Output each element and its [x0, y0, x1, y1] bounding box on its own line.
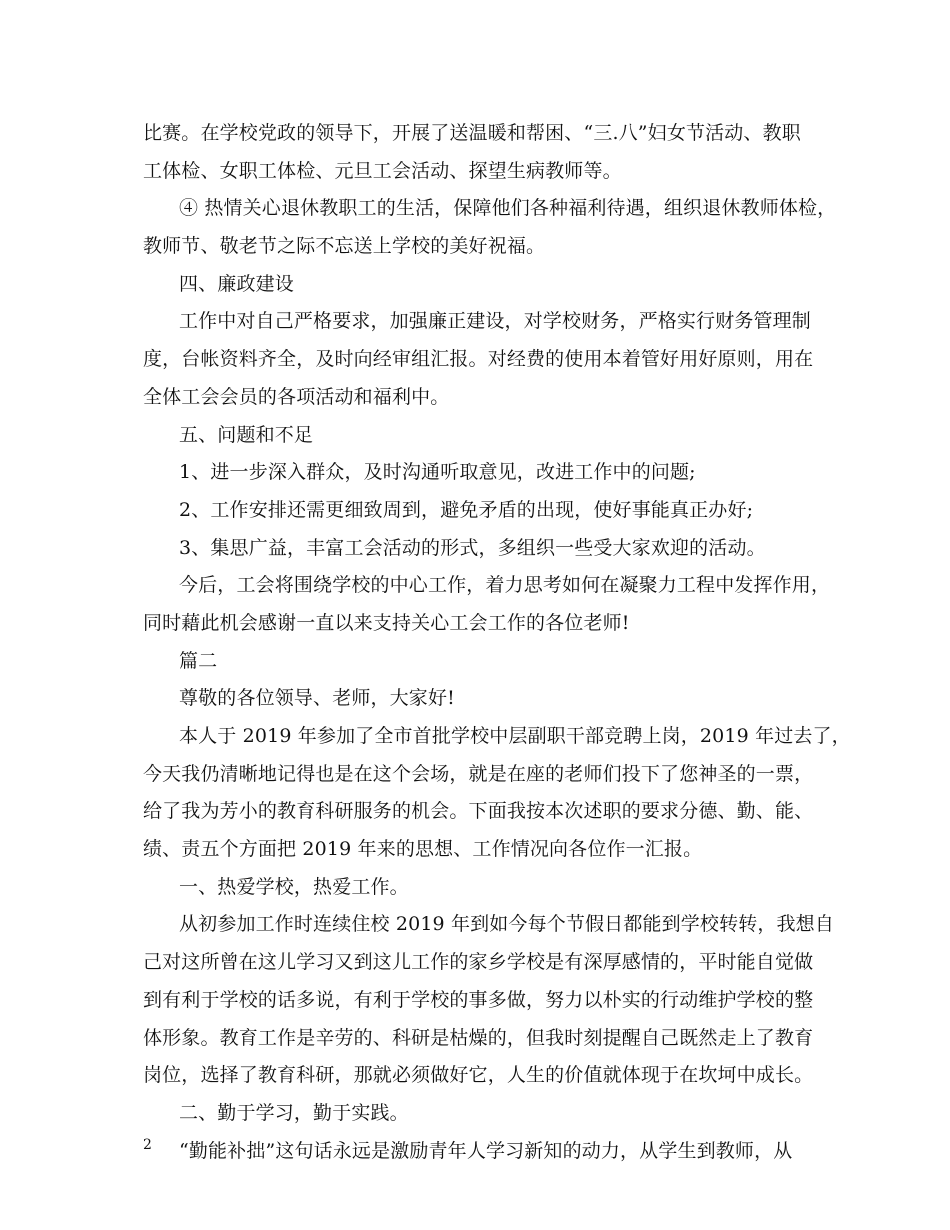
- body-line: ④ 热情关心退休教职工的生活，保障他们各种福利待遇，组织退休教师体检，: [179, 197, 837, 220]
- body-line: 绩、责五个方面把 2019 年来的思想、工作情况向各位作一汇报。: [143, 838, 703, 861]
- page-number: 2: [143, 1137, 152, 1153]
- section-heading: 二、勤于学习，勤于实践。: [179, 1101, 409, 1124]
- list-item: 3、集思广益，丰富工会活动的形式，多组织一些受大家欢迎的活动。: [179, 536, 766, 559]
- body-line: 到有利于学校的话多说，有利于学校的事多做，努力以朴实的行动维护学校的整: [143, 988, 814, 1011]
- greeting-line: 尊敬的各位领导、老师，大家好!: [179, 687, 455, 710]
- list-item: 2、工作安排还需更细致周到，避免矛盾的出现，使好事能真正办好;: [179, 498, 754, 521]
- list-item: 1、进一步深入群众，及时沟通听取意见，改进工作中的问题;: [179, 461, 696, 484]
- body-line: 从初参加工作时连续住校 2019 年到如今每个节假日都能到学校转转，我想自: [179, 913, 834, 936]
- body-line: “勤能补拙”这句话永远是激励青年人学习新知的动力，从学生到教师，从: [179, 1139, 793, 1162]
- part-heading: 篇二: [179, 649, 218, 672]
- body-line: 度，台帐资料齐全，及时向经审组汇报。对经费的使用本着管好用好原则，用在: [143, 348, 814, 371]
- body-line: 本人于 2019 年参加了全市首批学校中层副职干部竞聘上岗，2019 年过去了，: [179, 725, 851, 747]
- body-line: 教师节、敬老节之际不忘送上学校的美好祝福。: [143, 235, 546, 258]
- section-heading: 五、问题和不足: [179, 423, 314, 446]
- body-line: 今后，工会将围绕学校的中心工作，着力思考如何在凝聚力工程中发挥作用，: [179, 574, 831, 597]
- document-body: [143, 115, 851, 1170]
- body-line: 给了我为芳小的教育科研服务的机会。下面我按本次述职的要求分德、勤、能、: [143, 800, 814, 823]
- body-line: 今天我仍清晰地记得也是在这个会场，就是在座的老师们投下了您神圣的一票，: [143, 762, 814, 785]
- body-line: 比赛。在学校党政的领导下，开展了送温暖和帮困、“三.八”妇女节活动、教职: [143, 122, 801, 144]
- section-heading: 一、热爱学校，热爱工作。: [179, 875, 409, 898]
- body-line: 工作中对自己严格要求，加强廉正建设，对学校财务，严格实行财务管理制: [179, 310, 811, 333]
- body-line: 全体工会会员的各项活动和福利中。: [143, 385, 450, 408]
- body-line: 体形象。教育工作是辛劳的、科研是枯燥的，但我时刻提醒自己既然走上了教育: [143, 1026, 814, 1049]
- body-line: 同时藉此机会感谢一直以来支持关心工会工作的各位老师!: [143, 611, 630, 634]
- section-heading: 四、廉政建设: [179, 272, 294, 295]
- body-line: 工体检、女职工体检、元旦工会活动、探望生病教师等。: [143, 159, 622, 182]
- body-line: 岗位，选择了教育科研，那就必须做好它，人生的价值就体现于在坎坷中成长。: [143, 1064, 814, 1087]
- body-line: 己对这所曾在这儿学习又到这儿工作的家乡学校是有深厚感情的，平时能自觉做: [143, 951, 814, 974]
